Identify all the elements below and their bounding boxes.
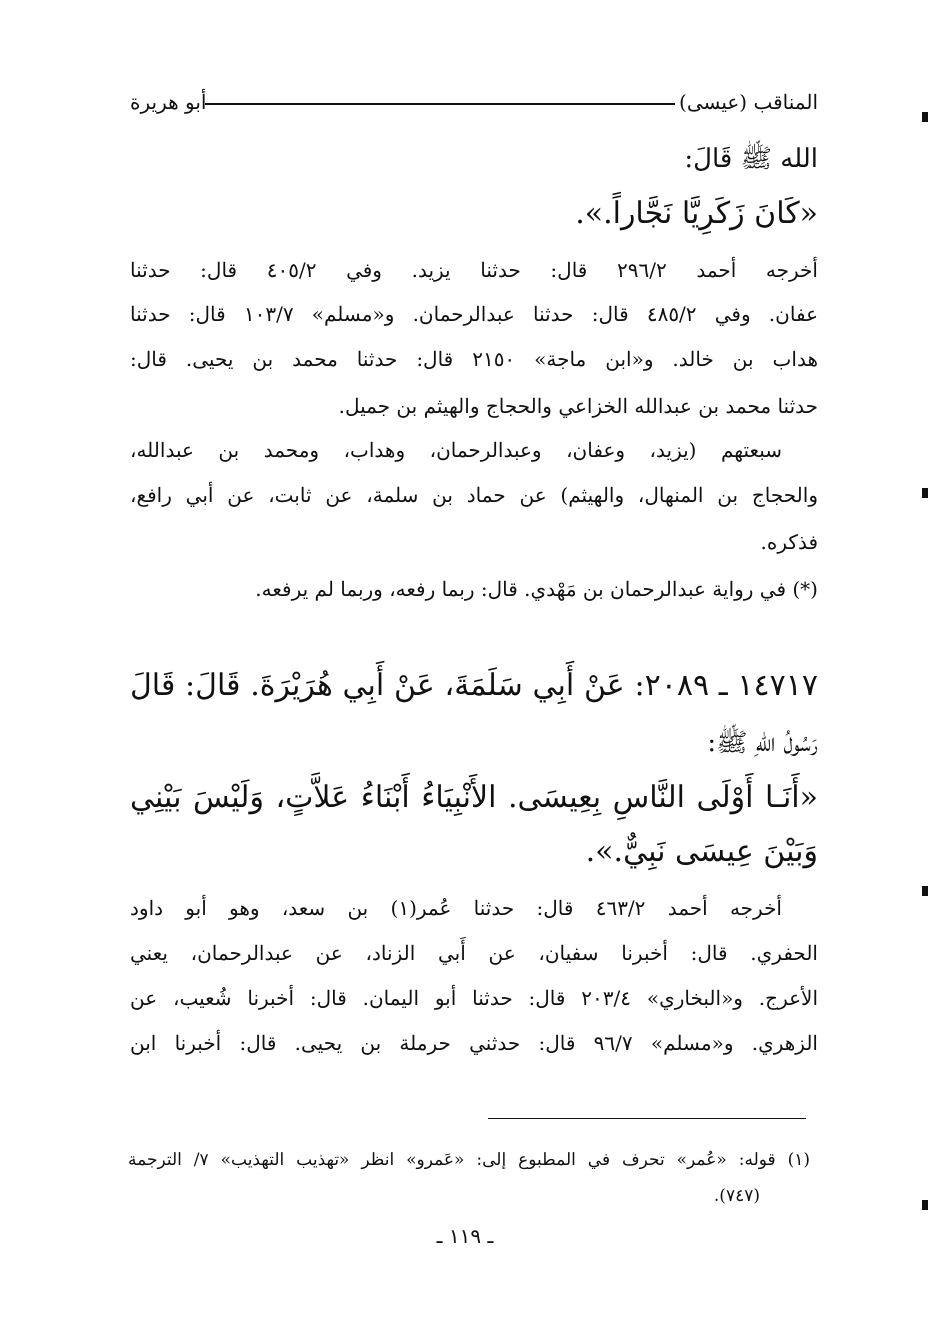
takhrij-line: أخرجه أحمد ٢٩٦/٢ قال: حدثنا يزيد. وفي ٤٠٥/٢ قال: حدثنا (130, 258, 818, 282)
hadith-text-line: «أَنَـا أَوْلَى النَّاسِ بِعِيسَى. الأَنْبِيَاءُ أَبْنَاءُ عَلاَّتٍ، وَلَيْسَ بَيْنِي (130, 780, 818, 815)
takhrij-line: عفان. وفي ٤٨٥/٢ قال: حدثنا عبدالرحمان. و«مسلم» ١٠٣/٧ قال: حدثنا (130, 302, 818, 326)
footnote-line: (١) قوله: «عُمر» تحرف في المطبوع إلى: «عَمرو» انظر «تهذيب التهذيب» ٧/ الترجمة (128, 1150, 810, 1170)
takhrij-line: أخرجه أحمد ٤٦٣/٢ قال: حدثنا عُمر(١) بن سعد، وهو أبو داود (130, 896, 782, 920)
scan-mark (922, 886, 928, 896)
editor-note: (*) في رواية عبدالرحمان بن مَهْدي. قال: ربما رفعه، وربما لم يرفعه. (255, 577, 818, 601)
scan-mark (922, 488, 928, 498)
footnote-line: (٧٤٧). (713, 1186, 760, 1206)
header-chapter-title: المناقب (عيسى) (679, 90, 818, 114)
summary-line: فذكره. (760, 530, 818, 554)
hadith-text-line: وَبَيْنَ عِيسَى نَبِيٌّ.». (585, 834, 818, 869)
takhrij-line: الزهري. و«مسلم» ٩٦/٧ قال: حدثني حرملة بن يحيى. قال: أخبرنا ابن (130, 1031, 818, 1055)
hadith-heading-line: ١٤٧١٧ ـ ٢٠٨٩: عَنْ أَبِي سَلَمَةَ، عَنْ أَبِي هُرَيْرَةَ. قَالَ: قَالَ (130, 668, 818, 703)
scan-mark (922, 112, 928, 122)
summary-line: والحجاج بن المنهال، والهيثم) عن حماد بن سلمة، عن ثابت، عن أبي رافع، (130, 483, 818, 507)
footnote-rule (488, 1118, 806, 1119)
summary-line: سبعتهم (يزيد، وعفان، وعبدالرحمان، وهداب، ومحمد بن عبدالله، (130, 438, 782, 462)
header-rule (205, 103, 675, 105)
takhrij-line: الحفري. قال: أخبرنا سفيان، عن أَبي الزناد، عن عبدالرحمان، يعني (130, 941, 818, 965)
takhrij-line: هداب بن خالد. و«ابن ماجة» ٢١٥٠ قال: حدثنا محمد بن يحيى. قال: (130, 347, 818, 371)
page-number: ـ ١١٩ ـ (436, 1224, 494, 1248)
takhrij-line: الأعرج. و«البخاري» ٢٠٣/٤ قال: حدثنا أبو اليمان. قال: أخبرنا شُعيب، عن (130, 986, 819, 1010)
takhrij-line: حدثنا محمد بن عبدالله الخزاعي والحجاج والهيثم بن جميل. (338, 394, 818, 418)
hadith-continuation-line: الله ﷺ قَالَ: (684, 144, 818, 174)
hadith-text-line: «كَانَ زَكَرِيَّا نَجَّاراً.». (575, 196, 818, 231)
hadith-text-line: رَسُولُ اللهِ ﷺ: (707, 728, 818, 758)
header-narrator: أبو هريرة (130, 90, 207, 114)
scan-mark (922, 1200, 928, 1210)
